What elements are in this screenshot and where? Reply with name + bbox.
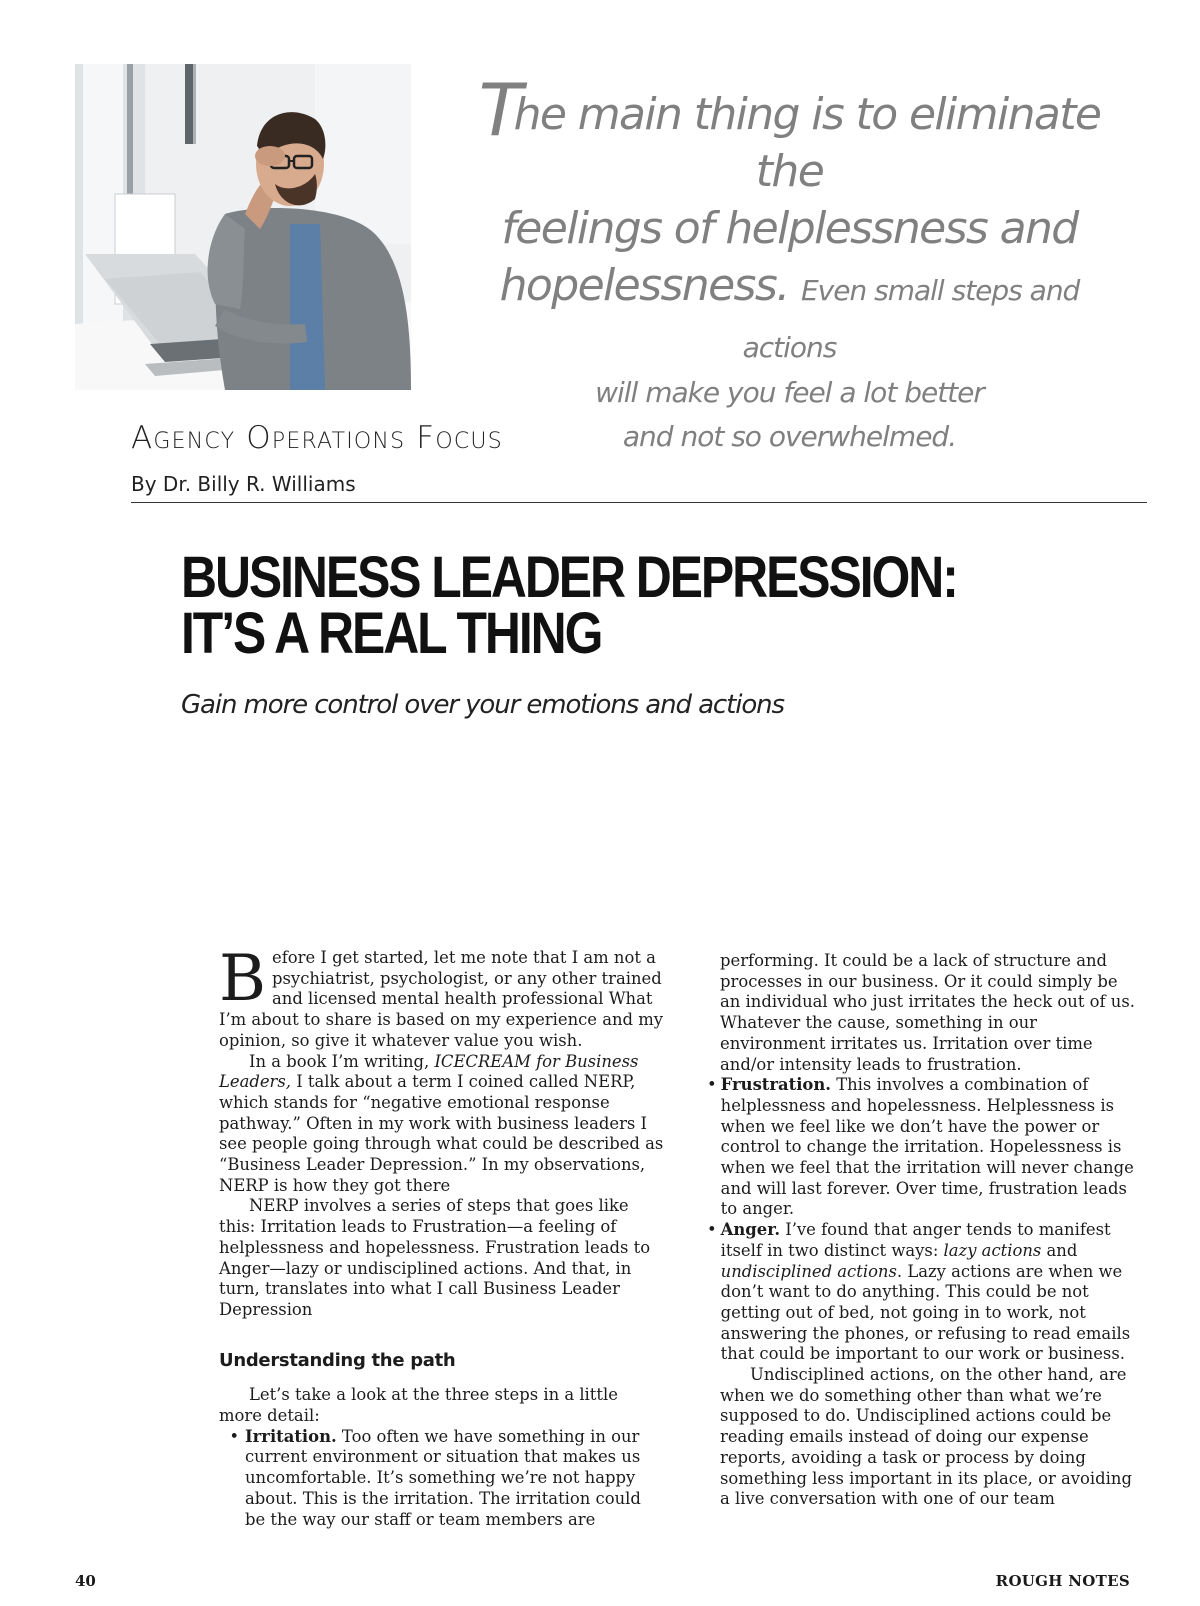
article-photo xyxy=(75,64,411,390)
lazy-actions-term: lazy actions xyxy=(943,1240,1042,1260)
page-number: 40 xyxy=(75,1572,96,1590)
bullet-3-and: and xyxy=(1041,1240,1078,1260)
bullet-3-text-b: . Lazy actions are when we don’t want to do anything. This could be not getting out of bed, not going in to work, not answering the phones, or refusing to read emails that could be important to our work or business. xyxy=(720,1261,1131,1364)
pull-quote-initial: T xyxy=(478,68,519,152)
body-column-left xyxy=(219,942,664,1530)
list-item-frustration xyxy=(707,1075,1142,1220)
pull-quote-line-3: hopelessness. xyxy=(499,260,789,311)
paragraph-2-before: In a book I’m writing, xyxy=(249,1051,435,1071)
bullet-icon: • xyxy=(707,1220,717,1240)
pull-quote-small-line-1: Even small steps and actions xyxy=(742,274,1080,364)
paragraph-1-text: efore I get started, let me note that I am not a psychiatrist, psychologist, or any other trained and licensed mental health professional What I’m about to share is based on my experience and my opinion, so give it whatever value you wish. xyxy=(219,948,664,1050)
pull-quote xyxy=(462,68,1117,459)
bullet-3-title: Anger. xyxy=(720,1220,781,1240)
bullet-icon: • xyxy=(229,1426,239,1446)
headline xyxy=(181,545,957,666)
book-title: ICECREAM for Business Leaders, xyxy=(219,1051,639,1092)
pull-quote-line-1: he main thing is to eliminate the xyxy=(513,89,1101,197)
section-name: Agency Operations Focus xyxy=(131,420,503,456)
byline: By Dr. Billy R. Williams xyxy=(131,472,356,496)
pull-quote-small-line-3: and not so overwhelmed. xyxy=(622,420,957,453)
undisciplined-actions-term: undisciplined actions xyxy=(720,1261,897,1281)
drop-cap: B xyxy=(219,942,267,1016)
list-item-irritation xyxy=(219,1427,664,1531)
bullet-1-text: Too often we have something in our current environment or situation that makes us uncomfortable. It’s something we’re not happy about. This is the irritation. The irritation could be the way our staff or team members are xyxy=(245,1426,641,1529)
headline-line-2: IT’S A REAL THING xyxy=(181,601,602,666)
continuation-paragraph: performing. It could be a lack of structure and processes in our business. Or it could simply be an individual who just irritates the heck out of us. Whatever the cause, something in our environment irritates us. Irritation over time and/or intensity leads to frustration. xyxy=(720,951,1135,1074)
header-rule xyxy=(131,502,1147,503)
pull-quote-line-2: feelings of helplessness and xyxy=(501,203,1078,254)
deck: Gain more control over your emotions and actions xyxy=(181,690,784,720)
bullet-3-text-a: I’ve found that anger tends to manifest itself in two distinct ways: xyxy=(720,1220,1111,1260)
body-column-right xyxy=(707,951,1142,1510)
paragraph-4: Let’s take a look at the three steps in a little more detail: xyxy=(219,1385,618,1426)
paragraph-5: Undisciplined actions, on the other hand, are when we do something other than what we’re supposed to do. Undisciplined actions could be reading emails instead of doing our expense reports, avoiding a task or process by doing something less important in its place, or avoiding a live conversation with one of our team xyxy=(720,1365,1132,1509)
paragraph-2 xyxy=(219,1052,664,1197)
paragraph-3: NERP involves a series of steps that goes like this: Irritation leads to Frustration—a feeling of helplessness and hopelessness. Frustration leads to Anger—lazy or undisciplined actions. And that, in turn, translates into what I call Business Leader Depression xyxy=(219,1196,651,1319)
magazine-name: ROUGH NOTES xyxy=(995,1572,1130,1590)
paragraph-2-after: I talk about a term I coined called NERP, which stands for “negative emotional response pathway.” Often in my work with business leaders I see people going through what could be described as “Business Leader Depression.” In my observations, NERP is how they got there xyxy=(219,1072,664,1195)
bullet-icon: • xyxy=(707,1075,717,1095)
subhead: Understanding the path xyxy=(219,1349,456,1371)
list-item-anger xyxy=(707,1220,1142,1365)
pull-quote-small-line-2: will make you feel a lot better xyxy=(595,376,984,409)
bullet-2-text: This involves a combination of helplessness and hopelessness. Helplessness is when we feel like we don’t have the power or control to change the irritation. Hopelessness is when we feel that the irritation will never change and will last forever. Over time, frustration leads to anger. xyxy=(720,1075,1134,1219)
paragraph-1 xyxy=(219,942,664,1052)
bullet-1-title: Irritation. xyxy=(245,1426,337,1446)
bullet-2-title: Frustration. xyxy=(720,1075,831,1095)
headline-line-1: BUSINESS LEADER DEPRESSION: xyxy=(181,545,957,610)
